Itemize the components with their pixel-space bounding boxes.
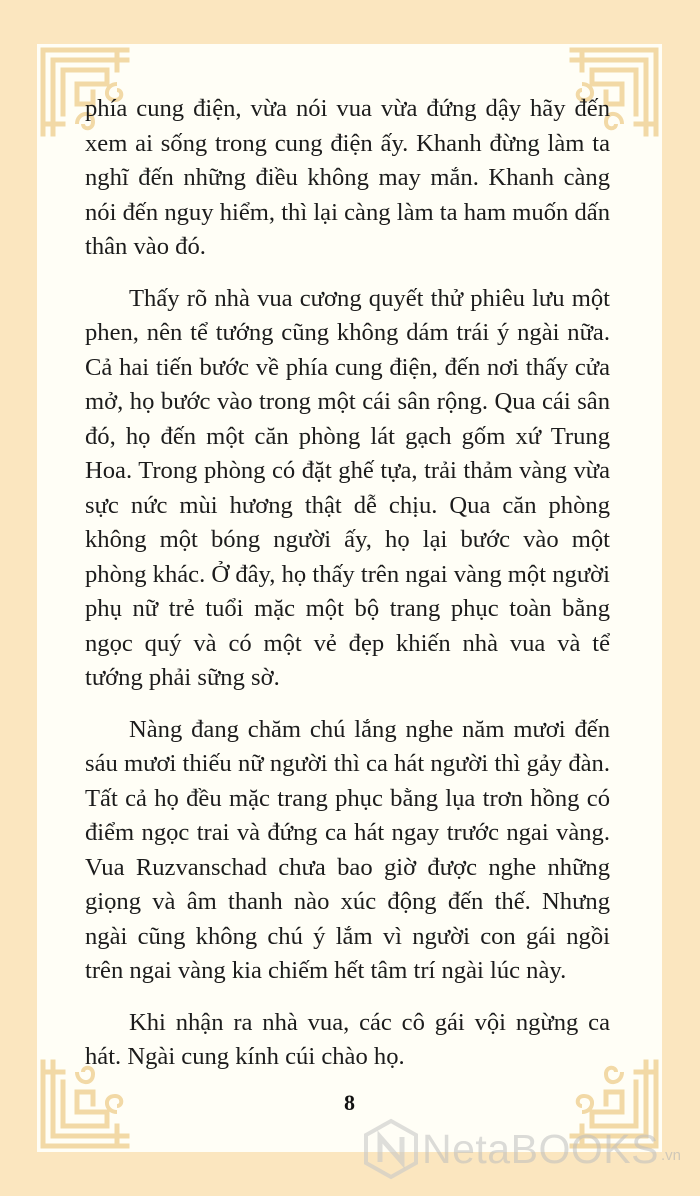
paragraph-1: phía cung điện, vừa nói vua vừa đứng dậy hãy đến xem ai sống trong cung điện ấy. Khanh đừng làm ta nghĩ đến những điều không may mắn. Khanh càng nói đến nguy hiểm, thì lại càng làm ta ham muốn dấn thân vào đó. (85, 95, 610, 260)
hexagon-n-logo-icon (362, 1118, 420, 1180)
body-text (85, 92, 610, 1092)
page-number: 8 (344, 1090, 355, 1115)
paragraph-4: Khi nhận ra nhà vua, các cô gái vội ngừng ca hát. Ngài cung kính cúi chào họ. (85, 1008, 610, 1070)
watermark-brand: NetaBOOKS (422, 1125, 659, 1172)
book-page (37, 44, 662, 1152)
watermark (362, 1116, 681, 1182)
paragraph-3: Nàng đang chăm chú lắng nghe năm mươi đến sáu mươi thiếu nữ người thì ca hát người thì gảy đàn. Tất cả họ đều mặc trang phục bằng lụa trơn hồng có điểm ngọc trai và đứng ca hát ngay trước ngai vàng. Vua Ruzvanschad chưa bao giờ được nghe những giọng và âm thanh nào xúc động đến thế. Nhưng ngài cũng không chú ý lắm vì người con gái ngồi trên ngai vàng kia chiếm hết tâm trí ngài lúc này. (85, 715, 610, 984)
watermark-suffix: .vn (660, 1146, 681, 1164)
paragraph-2: Thấy rõ nhà vua cương quyết thử phiêu lưu một phen, nên tể tướng cũng không dám trái ý ngài nữa. Cả hai tiến bước về phía cung điện, đến nơi thấy cửa mở, họ bước vào trong một cái sân rộng. Qua cái sân đó, họ đến một căn phòng lát gạch gốm xứ Trung Hoa. Trong phòng có đặt ghế tựa, trải thảm vàng vừa sực nức mùi hương thật dễ chịu. Qua căn phòng không một bóng người ấy, họ lại bước vào một phòng khác. Ở đây, họ thấy trên ngai vàng một người phụ nữ trẻ tuổi mặc một bộ trang phục toàn bằng ngọc quý và có một vẻ đẹp khiến nhà vua và tể tướng phải sững sờ. (85, 284, 610, 691)
